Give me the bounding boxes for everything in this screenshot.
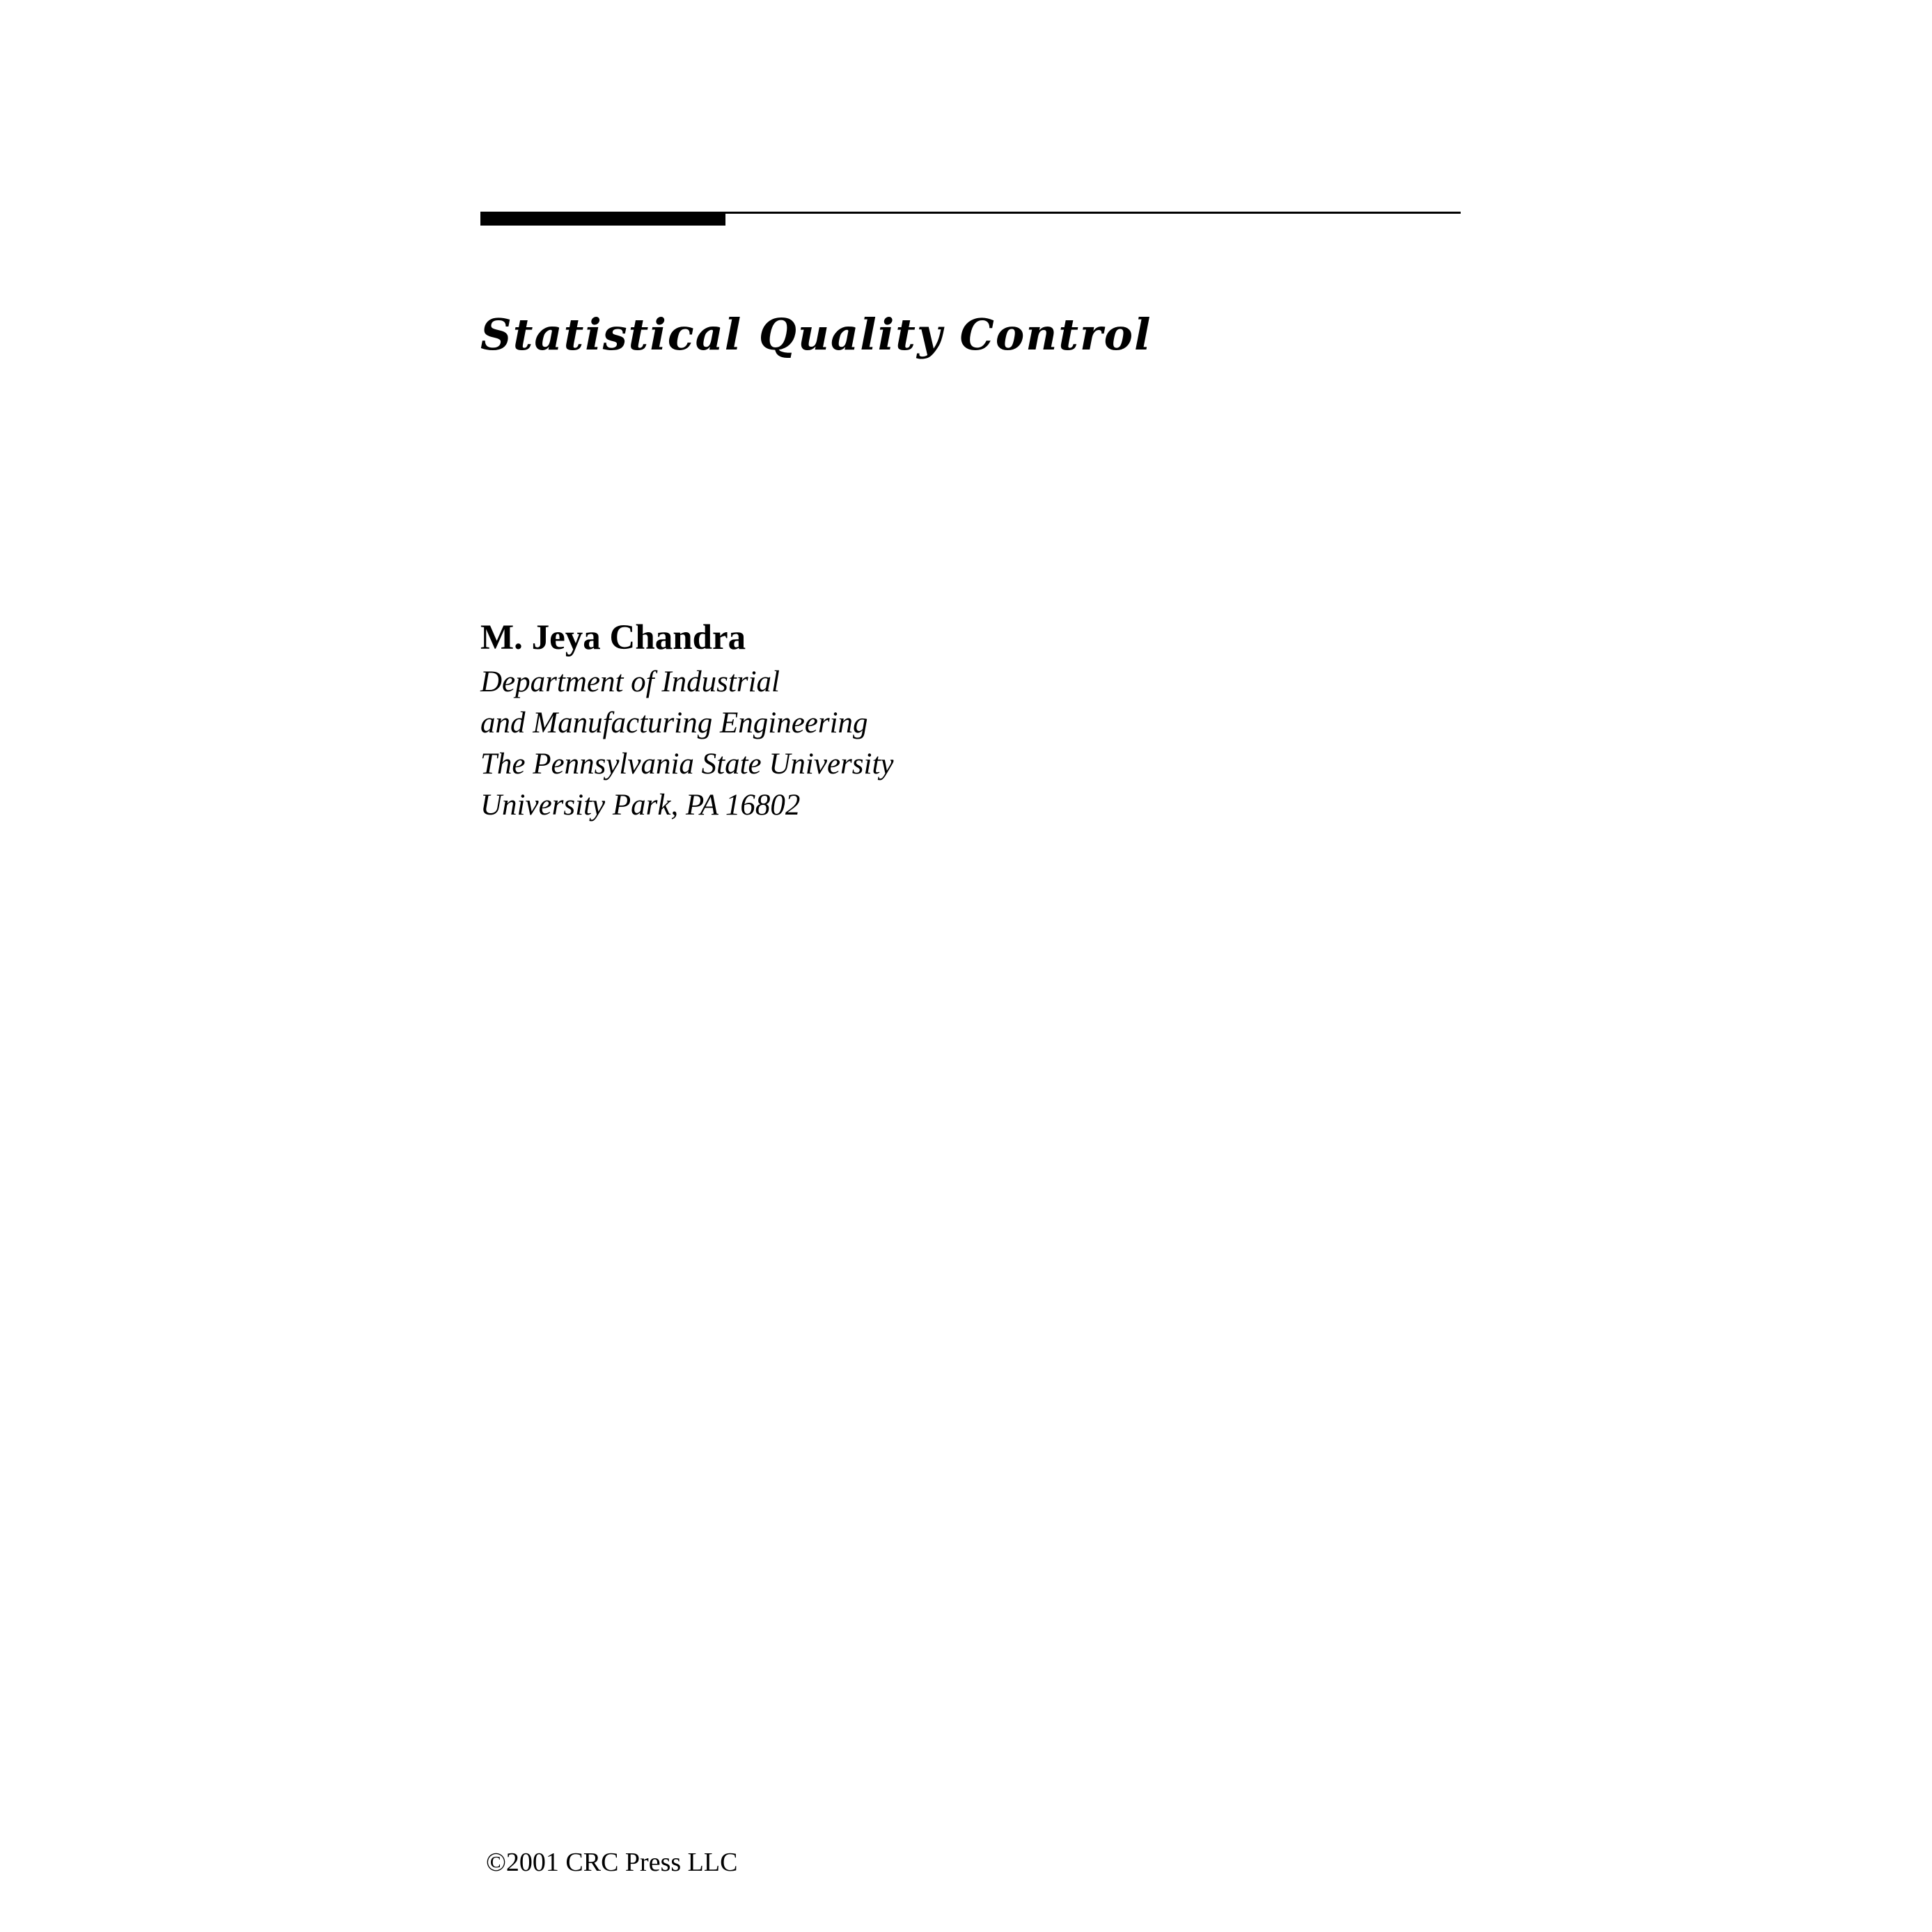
affiliation-department-cont: and Manufacturing Engineering	[480, 707, 868, 739]
affiliation-university: The Pennsylvania State University	[480, 748, 894, 780]
header-rule-thick	[480, 213, 725, 226]
copyright-notice: ©2001 CRC Press LLC	[486, 1848, 738, 1877]
book-title: Statistical Quality Control	[480, 309, 1152, 360]
affiliation-address: University Park, PA 16802	[480, 789, 801, 822]
author-block	[480, 614, 894, 826]
author-name: M. Jeya Chandra	[480, 618, 746, 657]
affiliation-department: Department of Industrial	[480, 666, 780, 698]
